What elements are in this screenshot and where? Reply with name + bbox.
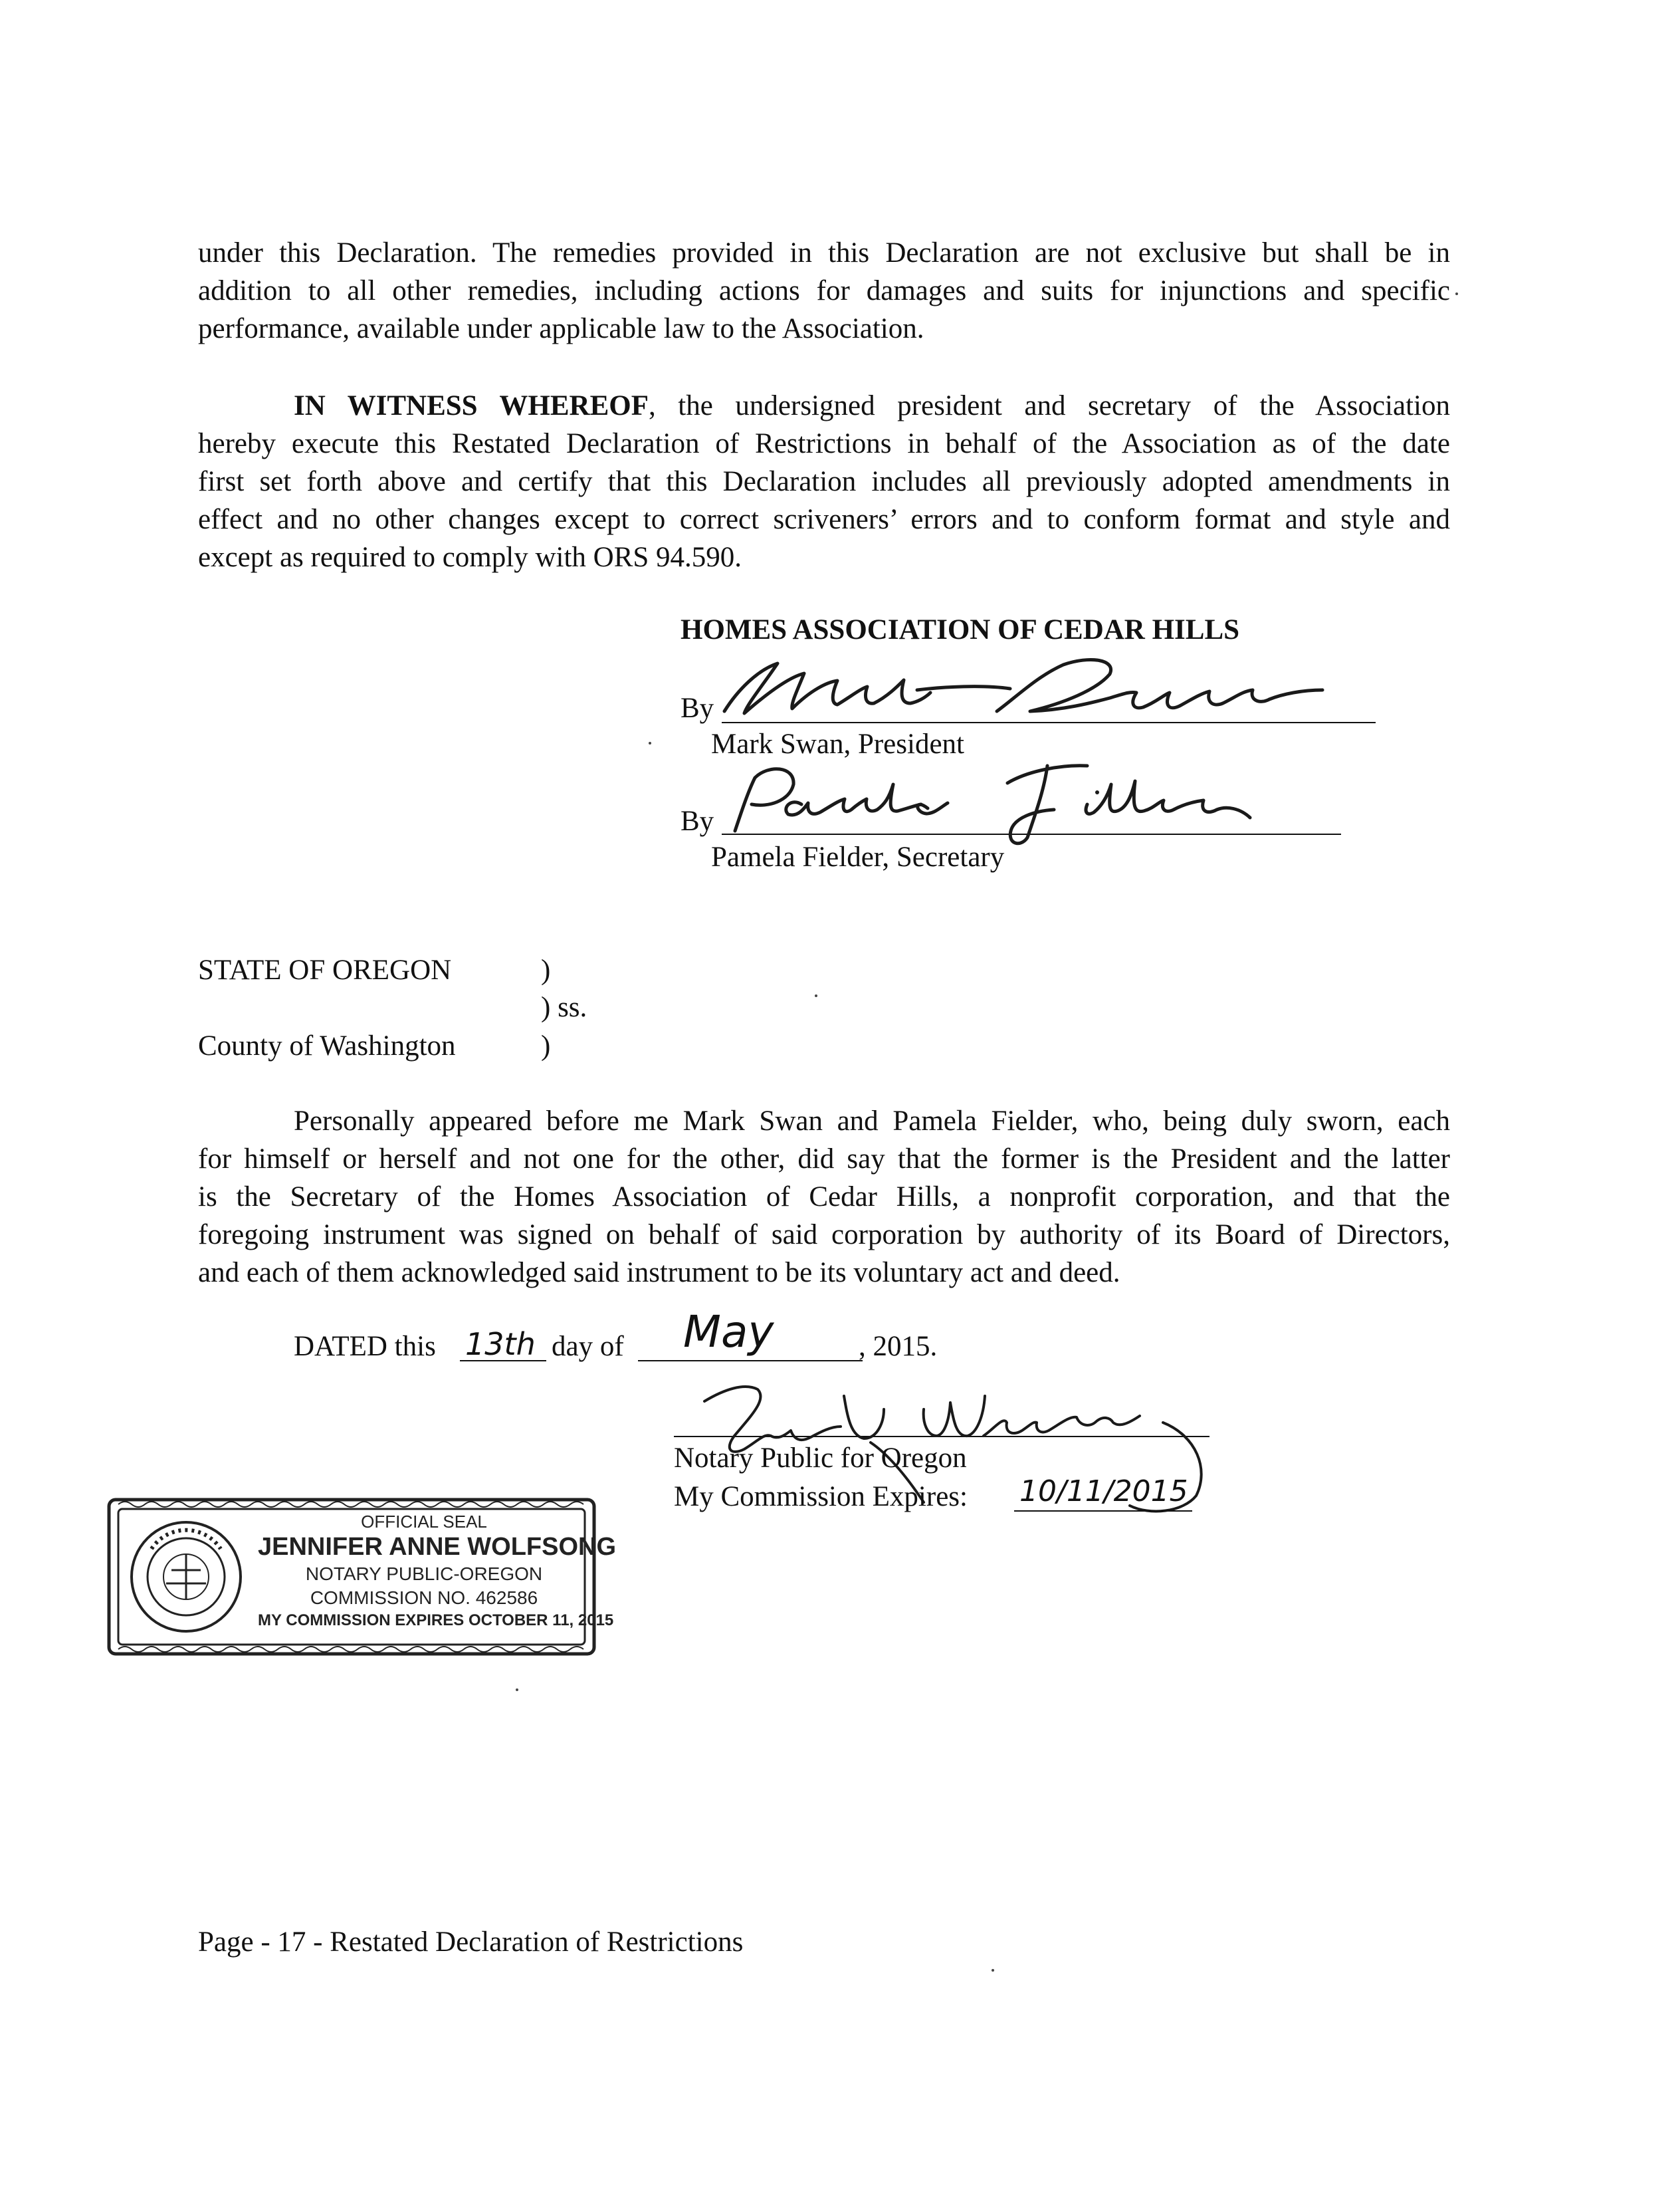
paragraph-line: first set forth above and certify that this Declaration includes all previously adopted amendments in (198, 466, 1450, 497)
dated-month-handwritten: May (683, 1306, 774, 1357)
paragraph-line (198, 387, 1450, 425)
president-name: Mark Swan, President (711, 729, 964, 760)
dated-prefix: DATED this (294, 1331, 436, 1362)
scan-speck (815, 994, 817, 997)
official-seal-stamp (105, 1496, 617, 1658)
dated-day-handwritten: 13th (465, 1326, 536, 1362)
notary-expires-label: My Commission Expires: (674, 1481, 968, 1512)
paragraph-line: effect and no other changes except to correct scriveners’ errors and to conform format and style and (198, 504, 1450, 535)
expires-blank (1014, 1510, 1192, 1512)
paragraph-line: Personally appeared before me Mark Swan and Pamela Fielder, who, being duly sworn, each (294, 1105, 1450, 1137)
opening-paragraph (198, 234, 1450, 348)
seal-line-3: NOTARY PUBLIC-OREGON (305, 1563, 543, 1584)
witness-lead: IN WITNESS WHEREOF (294, 390, 649, 421)
notary-expires-handwritten: 10/11/2015 (1019, 1474, 1188, 1508)
page-footer: Page - 17 - Restated Declaration of Restrictions (198, 1926, 744, 1958)
paragraph-line: foregoing instrument was signed on behalf of said corporation by authority of its Board of Directors, (198, 1219, 1450, 1250)
seal-line-2: JENNIFER ANNE WOLFSONG (258, 1533, 617, 1561)
organization-name: HOMES ASSOCIATION OF CEDAR HILLS (681, 614, 1240, 645)
scan-speck (649, 742, 651, 745)
dated-day-of: day of (552, 1331, 624, 1362)
seal-line-4: COMMISSION NO. 462586 (310, 1587, 538, 1608)
paragraph-line: except as required to comply with ORS 94.590. (198, 542, 742, 573)
venue-ss: ) ss. (541, 992, 587, 1023)
notary-title: Notary Public for Oregon (674, 1442, 967, 1474)
witness-paragraph (198, 387, 1450, 576)
secretary-name: Pamela Fielder, Secretary (711, 842, 1005, 873)
scan-speck (516, 1688, 518, 1691)
venue-paren: ) (541, 955, 551, 986)
paragraph-line: for himself or herself and not one for the other, did say that the former is the President and the latter (198, 1143, 1450, 1175)
by-label-secretary: By (681, 806, 714, 837)
paragraph-line: is the Secretary of the Homes Association of Cedar Hills, a nonprofit corporation, and that the (198, 1181, 1450, 1212)
secretary-signature (715, 751, 1260, 851)
by-label-president: By (681, 693, 714, 724)
venue-paren: ) (541, 1030, 551, 1062)
venue-state: STATE OF OREGON (198, 955, 452, 986)
seal-line-1: OFFICIAL SEAL (361, 1512, 487, 1532)
scan-speck (992, 1969, 994, 1972)
dated-year: , 2015. (859, 1331, 938, 1362)
paragraph-line: under this Declaration. The remedies provided in this Declaration are not exclusive but shall be in (198, 237, 1450, 269)
witness-first-line: , the undersigned president and secretary of the Association (648, 390, 1450, 421)
paragraph-line: performance, available under applicable law to the Association. (198, 313, 924, 344)
oregon-state-seal-icon (132, 1522, 241, 1631)
paragraph-line: hereby execute this Restated Declaration of Restrictions in behalf of the Association as of the date (198, 428, 1450, 459)
venue-county: County of Washington (198, 1030, 456, 1062)
acknowledgment-paragraph (198, 1102, 1450, 1292)
paragraph-line: and each of them acknowledged said instrument to be its voluntary act and deed. (198, 1257, 1120, 1288)
paragraph-line: addition to all other remedies, including actions for damages and suits for injunctions and specific (198, 275, 1450, 306)
president-signature (718, 650, 1382, 730)
scan-speck (1455, 292, 1458, 295)
month-blank (638, 1360, 863, 1361)
seal-line-5: MY COMMISSION EXPIRES OCTOBER 11, 2015 (258, 1611, 614, 1629)
